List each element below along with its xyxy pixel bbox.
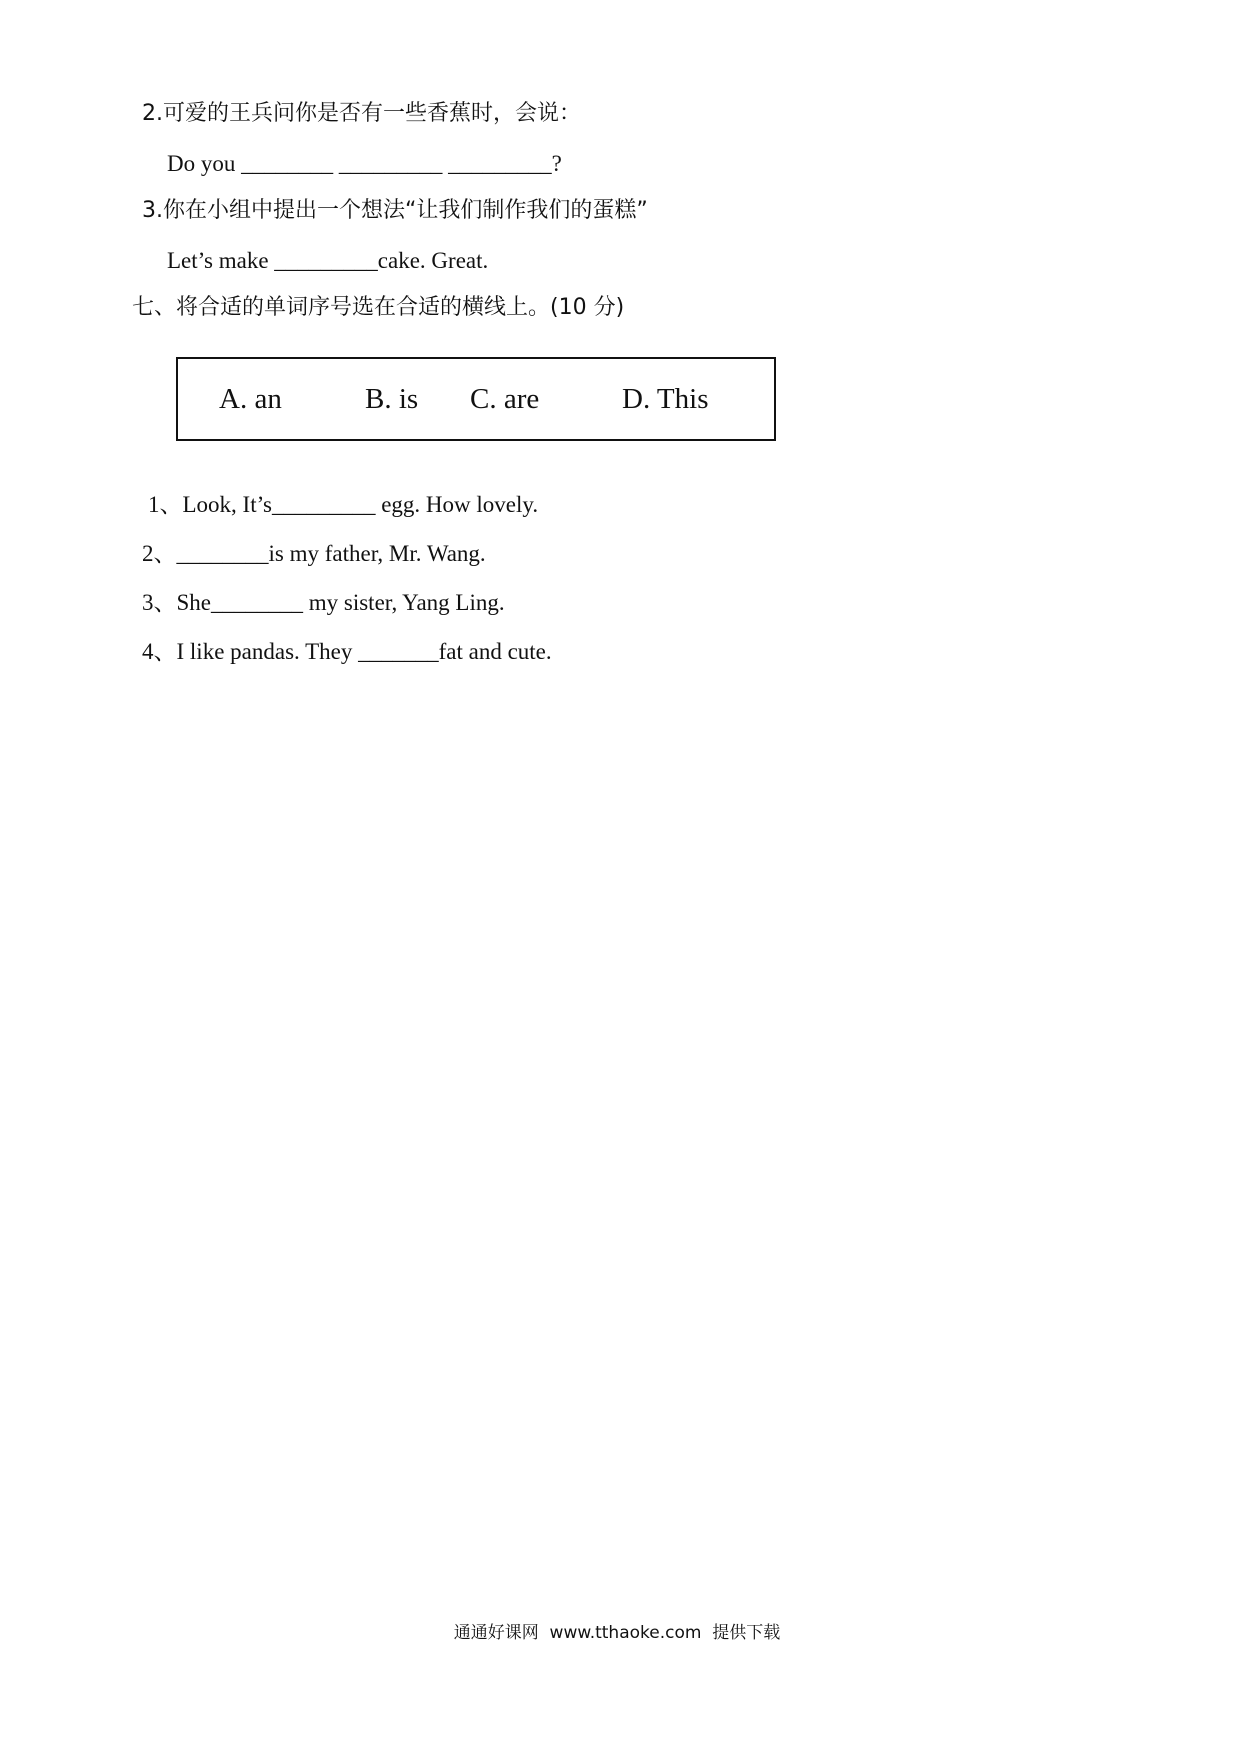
question-2-answer-line: Do you ________ _________ _________? (167, 151, 562, 176)
section-7-title: 七、将合适的单词序号选在合适的横线上。(10 分) (132, 295, 625, 320)
section-7-item-3: 3、She________ my sister, Yang Ling. (142, 590, 505, 615)
section-7-item-2: 2、________is my father, Mr. Wang. (142, 541, 486, 566)
section-7-item-4: 4、I like pandas. They _______fat and cute. (142, 639, 552, 664)
question-3-answer-line: Let’s make _________cake. Great. (167, 248, 489, 273)
word-option-c: C. are (470, 383, 540, 415)
word-option-d: D. This (622, 383, 709, 415)
question-3-prompt: 3.你在小组中提出一个想法“让我们制作我们的蛋糕” (142, 198, 648, 223)
word-option-b: B. is (365, 383, 419, 415)
page-footer-credit: 通通好课网 www.tthaoke.com 提供下载 (453, 1623, 781, 1643)
section-7-item-1: 1、Look, It’s_________ egg. How lovely. (148, 492, 539, 517)
question-2-prompt: 2.可爱的王兵问你是否有一些香蕉时，会说： (142, 101, 581, 126)
word-option-a: A. an (219, 383, 282, 415)
word-bank-box (176, 357, 776, 441)
